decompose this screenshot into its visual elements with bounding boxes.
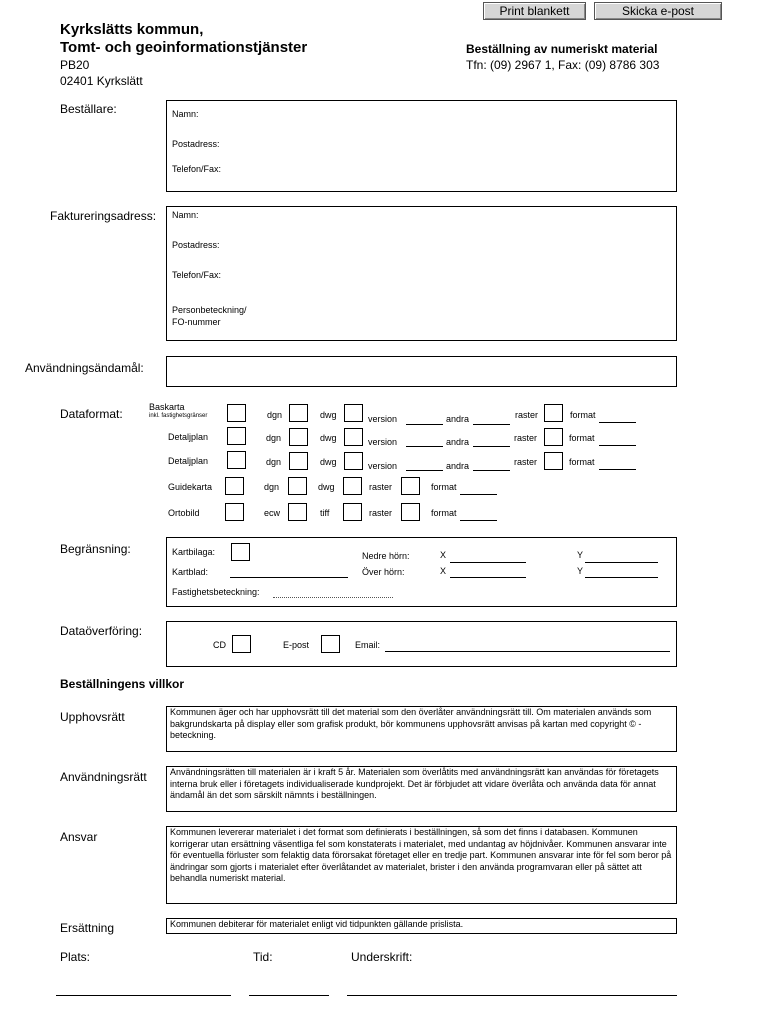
detaljplan-version-field[interactable] (406, 446, 443, 447)
format-label: format (431, 508, 457, 518)
over-y-field[interactable] (585, 577, 658, 578)
ortobild-checkbox[interactable] (225, 503, 244, 521)
ortobild-ecw-checkbox[interactable] (288, 503, 307, 521)
liability-text: Kommunen levererar materialet i det format som definierats i beställningen, så som det finns i databasen. Kommunen korrigerar utan ersättning väsentliga fel som konstaterats i materialet, med undantag av höjdnivåer. Kommunen ansvarar inte för eventuella förluster som felaktig data förorsakat företaget eller en tredje part. Kommunen ansvarar inte för fel som beror på ändringar som gjorts i materialet efter överlåtandet av materialet, brister i den använda programvaran eller på sättet att behandla numeriskt material. (166, 826, 677, 904)
billing-id-label-1: Personbeteckning/ (172, 305, 247, 315)
detaljplan-dgn-checkbox[interactable] (289, 428, 308, 446)
billing-id-label-2: FO-nummer (172, 317, 221, 327)
ortobild-label: Ortobild (168, 508, 200, 518)
email-label: Email: (355, 640, 381, 650)
org-name-line1: Kyrkslätts kommun, (60, 21, 204, 38)
compensation-label: Ersättning (60, 921, 115, 935)
over-x-label: X (440, 566, 447, 576)
detaljplan2-dwg-checkbox[interactable] (344, 452, 363, 470)
orderer-label: Beställare: (60, 102, 117, 116)
dgn-label: dgn (264, 482, 280, 492)
tiff-label: tiff (320, 508, 330, 518)
dwg-label: dwg (320, 410, 337, 420)
guidekarta-dgn-checkbox[interactable] (288, 477, 307, 495)
compensation-text: Kommunen debiterar för materialet enligt vid tidpunkten gällande prislista. (166, 918, 677, 934)
orderer-phone-label: Telefon/Fax: (172, 164, 222, 174)
baskarta-dwg-checkbox[interactable] (344, 404, 363, 422)
raster-label: raster (514, 457, 538, 467)
contact-phone-fax: Tfn: (09) 2967 1, Fax: (09) 8786 303 (466, 58, 660, 72)
kartblad-field[interactable] (230, 577, 348, 578)
nedre-horn-label: Nedre hörn: (362, 551, 410, 561)
guidekarta-label: Guidekarta (168, 482, 213, 492)
over-horn-label: Över hörn: (362, 567, 405, 577)
print-form-button[interactable]: Print blankett (483, 2, 586, 20)
ortobild-format-field[interactable] (460, 520, 497, 521)
raster-label: raster (369, 482, 393, 492)
cd-checkbox[interactable] (232, 635, 251, 653)
place-label: Plats: (60, 950, 91, 964)
version-label: version (368, 461, 398, 471)
guidekarta-raster-checkbox[interactable] (401, 477, 420, 495)
baskarta-raster-checkbox[interactable] (544, 404, 563, 422)
detaljplan-checkbox[interactable] (227, 427, 246, 445)
baskarta-checkbox[interactable] (227, 404, 246, 422)
org-name-line2: Tomt- och geoinformationstjänster (60, 39, 308, 56)
fastighet-label: Fastighetsbeteckning: (172, 587, 260, 597)
kartbilaga-checkbox[interactable] (231, 543, 250, 561)
detaljplan2-raster-checkbox[interactable] (544, 452, 563, 470)
copyright-label: Upphovsrätt (60, 710, 125, 724)
raster-label: raster (515, 410, 539, 420)
address-line2: 02401 Kyrkslätt (60, 74, 143, 88)
purpose-input[interactable] (166, 356, 677, 387)
fastighet-field[interactable] (273, 597, 393, 598)
purpose-label: Användningsändamål: (25, 361, 144, 375)
copyright-text: Kommunen äger och har upphovsrätt till det material som den överlåter användningsrätt till. Om materialen används som bakgrundskarta på display eller som grafisk produkt, bör kommunens upphovsrätt anvisas på kartan med copyright © - beteckning. (166, 706, 677, 752)
place-field[interactable] (56, 995, 231, 996)
dwg-label: dwg (320, 433, 337, 443)
epost-checkbox[interactable] (321, 635, 340, 653)
format-label: format (570, 410, 596, 420)
baskarta-andra-field[interactable] (473, 424, 510, 425)
limitation-label: Begränsning: (60, 542, 131, 556)
address-line1: PB20 (60, 58, 90, 72)
detaljplan-label: Detaljplan (168, 432, 209, 442)
andra-label: andra (446, 414, 470, 424)
detaljplan2-checkbox[interactable] (227, 451, 246, 469)
raster-label: raster (369, 508, 393, 518)
dataformat-label: Dataformat: (60, 407, 123, 421)
baskarta-format-field[interactable] (599, 422, 636, 423)
time-field[interactable] (249, 995, 329, 996)
format-label: format (569, 457, 595, 467)
detaljplan-format-field[interactable] (599, 445, 636, 446)
guidekarta-format-field[interactable] (460, 494, 497, 495)
ecw-label: ecw (264, 508, 281, 518)
billing-label: Faktureringsadress: (50, 209, 157, 223)
email-field[interactable] (385, 651, 670, 652)
detaljplan2-format-field[interactable] (599, 469, 636, 470)
andra-label: andra (446, 461, 470, 471)
liability-label: Ansvar (60, 830, 98, 844)
ortobild-tiff-checkbox[interactable] (343, 503, 362, 521)
dgn-label: dgn (266, 457, 282, 467)
form-title: Beställning av numeriskt material (466, 42, 658, 56)
signature-field[interactable] (347, 995, 677, 996)
terms-heading: Beställningens villkor (60, 677, 185, 691)
orderer-box[interactable] (166, 100, 677, 192)
baskarta-version-field[interactable] (406, 424, 443, 425)
orderer-address-label: Postadress: (172, 139, 220, 149)
billing-name-label: Namn: (172, 210, 199, 220)
over-y-label: Y (577, 566, 584, 576)
raster-label: raster (514, 433, 538, 443)
over-x-field[interactable] (450, 577, 526, 578)
andra-label: andra (446, 437, 470, 447)
nedre-x-label: X (440, 550, 447, 560)
billing-phone-label: Telefon/Fax: (172, 270, 222, 280)
dgn-label: dgn (267, 410, 283, 420)
usage-rights-text: Användningsrätten till materialen är i kraft 5 år. Materialen som överlåtits med användningsrätt kan användas för företagets interna bruk eller i företagets individualiserade kundprojekt. Det är förbjudet att vidare överlåta och använda data för annat ändamål än det som särskilt nämnts i beställningen. (166, 766, 677, 812)
baskarta-label: Baskarta (149, 402, 185, 412)
usage-rights-label: Användningsrätt (60, 770, 147, 784)
ortobild-raster-checkbox[interactable] (401, 503, 420, 521)
nedre-y-field[interactable] (585, 562, 658, 563)
billing-box[interactable] (166, 206, 677, 341)
nedre-x-field[interactable] (450, 562, 526, 563)
baskarta-dgn-checkbox[interactable] (289, 404, 308, 422)
detaljplan-label-2: Detaljplan (168, 456, 209, 466)
dwg-label: dwg (318, 482, 335, 492)
billing-address-label: Postadress: (172, 240, 220, 250)
signature-label: Underskrift: (351, 950, 413, 964)
nedre-y-label: Y (577, 550, 584, 560)
time-label: Tid: (253, 950, 273, 964)
version-label: version (368, 414, 398, 424)
detaljplan-dwg-checkbox[interactable] (344, 428, 363, 446)
orderer-name-label: Namn: (172, 109, 199, 119)
detaljplan2-dgn-checkbox[interactable] (289, 452, 308, 470)
guidekarta-checkbox[interactable] (225, 477, 244, 495)
kartbilaga-label: Kartbilaga: (172, 547, 216, 557)
version-label: version (368, 437, 398, 447)
baskarta-sublabel: inkl. fastighetsgränser (149, 413, 208, 419)
detaljplan2-andra-field[interactable] (473, 470, 510, 471)
epost-label: E-post (283, 640, 310, 650)
dwg-label: dwg (320, 457, 337, 467)
format-label: format (431, 482, 457, 492)
format-label: format (569, 433, 595, 443)
detaljplan-andra-field[interactable] (473, 446, 510, 447)
dgn-label: dgn (266, 433, 282, 443)
guidekarta-dwg-checkbox[interactable] (343, 477, 362, 495)
detaljplan2-version-field[interactable] (406, 470, 443, 471)
send-email-button[interactable]: Skicka e-post (594, 2, 722, 20)
kartblad-label: Kartblad: (172, 567, 209, 577)
transfer-label: Dataöverföring: (60, 624, 143, 638)
cd-label: CD (213, 640, 226, 650)
detaljplan-raster-checkbox[interactable] (544, 428, 563, 446)
